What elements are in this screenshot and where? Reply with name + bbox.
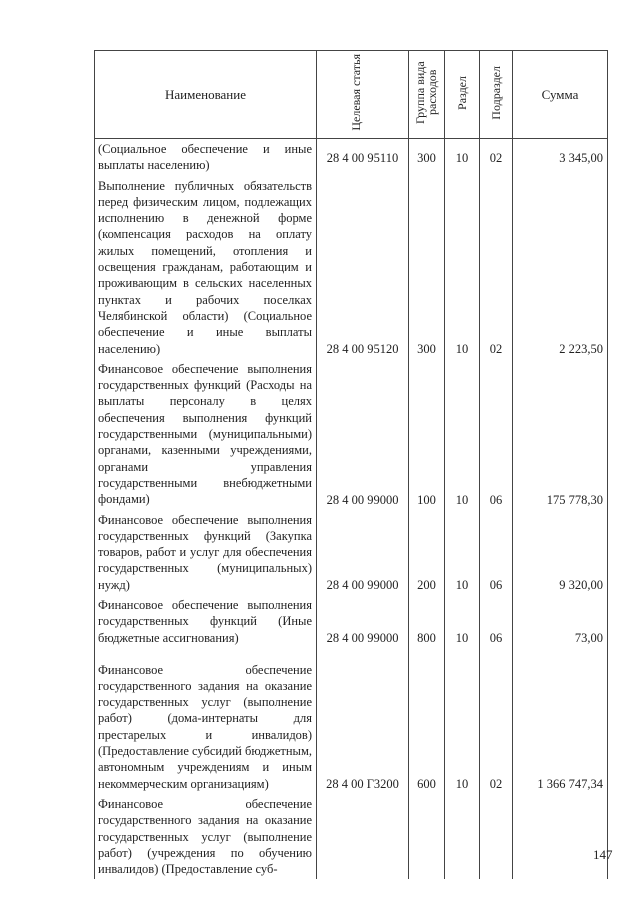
header-group: Группа вида расходов [409, 51, 445, 139]
row-target: 28 4 00 99000 [317, 595, 409, 648]
row-sum: 175 778,30 [513, 359, 608, 510]
row-section [445, 794, 480, 879]
row-subsection: 02 [480, 139, 513, 176]
row-name: Выполнение публичных обязательств перед физическим лицом, подлежащих исполнению в денежной форме (компенсация расходов на оплату жилых помещений, отопления и освещения гражданам, работающим и проживающим в сельских населенных пунктах и рабочих поселках Челябинской области) (Социальное обеспечение и иные выплаты населению) [95, 176, 317, 359]
header-section: Раздел [445, 51, 480, 139]
row-sum [513, 794, 608, 879]
row-subsection [480, 794, 513, 879]
header-name: Наименование [95, 51, 317, 139]
header-row [95, 51, 608, 139]
table-row [95, 510, 608, 595]
table-row [95, 595, 608, 648]
row-name: Финансовое обеспечение выполнения государственных функций (Расходы на выплаты персоналу в целях обеспечения выполнения функций государственными (муниципальными) органами, казенными учреждениями, органами управления государственными внебюджетными фондами) [95, 359, 317, 510]
row-section: 10 [445, 176, 480, 359]
table-row [95, 648, 608, 794]
row-sum: 1 366 747,34 [513, 648, 608, 794]
row-target [317, 794, 409, 879]
row-target: 28 4 00 95110 [317, 139, 409, 176]
header-sum: Сумма [513, 51, 608, 139]
row-subsection: 02 [480, 648, 513, 794]
row-sum: 2 223,50 [513, 176, 608, 359]
row-group: 300 [409, 176, 445, 359]
row-name: Финансовое обеспечение выполнения государственных функций (Иные бюджетные ассигнования) [95, 595, 317, 648]
row-target: 28 4 00 95120 [317, 176, 409, 359]
table-row [95, 359, 608, 510]
row-subsection: 06 [480, 595, 513, 648]
row-name: Финансовое обеспечение выполнения государственных функций (Закупка товаров, работ и услуг для обеспечения государственных (муниципальных) нужд) [95, 510, 317, 595]
row-group [409, 794, 445, 879]
row-section: 10 [445, 595, 480, 648]
row-sum: 3 345,00 [513, 139, 608, 176]
row-group: 300 [409, 139, 445, 176]
row-sum: 73,00 [513, 595, 608, 648]
row-name: Финансовое обеспечение государственного задания на оказание государственных услуг (выполнение работ) (учреждения по обучению инвалидов) (Предоставление суб- [95, 794, 317, 879]
table-row [95, 176, 608, 359]
page-number: 147 [593, 847, 613, 862]
header-target: Целевая статья [317, 51, 409, 139]
row-group: 200 [409, 510, 445, 595]
row-section: 10 [445, 510, 480, 595]
header-subsection: Подраздел [480, 51, 513, 139]
row-group: 800 [409, 595, 445, 648]
row-subsection: 06 [480, 359, 513, 510]
row-target: 28 4 00 Г3200 [317, 648, 409, 794]
row-target: 28 4 00 99000 [317, 510, 409, 595]
row-group: 100 [409, 359, 445, 510]
row-section: 10 [445, 648, 480, 794]
row-subsection: 06 [480, 510, 513, 595]
table-row [95, 139, 608, 176]
row-group: 600 [409, 648, 445, 794]
table-row [95, 794, 608, 879]
row-target: 28 4 00 99000 [317, 359, 409, 510]
row-subsection: 02 [480, 176, 513, 359]
row-sum: 9 320,00 [513, 510, 608, 595]
row-section: 10 [445, 359, 480, 510]
row-section: 10 [445, 139, 480, 176]
row-name: (Социальное обеспечение и иные выплаты населению) [95, 139, 317, 176]
row-name: Финансовое обеспечение государственного задания на оказание государственных услуг (выполнение работ) (дома-интернаты для престарелых и инвалидов) (Предоставление субсидий бюджетным, автономным учреждениям и иным некоммерческим организациям) [95, 648, 317, 794]
budget-table [94, 50, 608, 879]
